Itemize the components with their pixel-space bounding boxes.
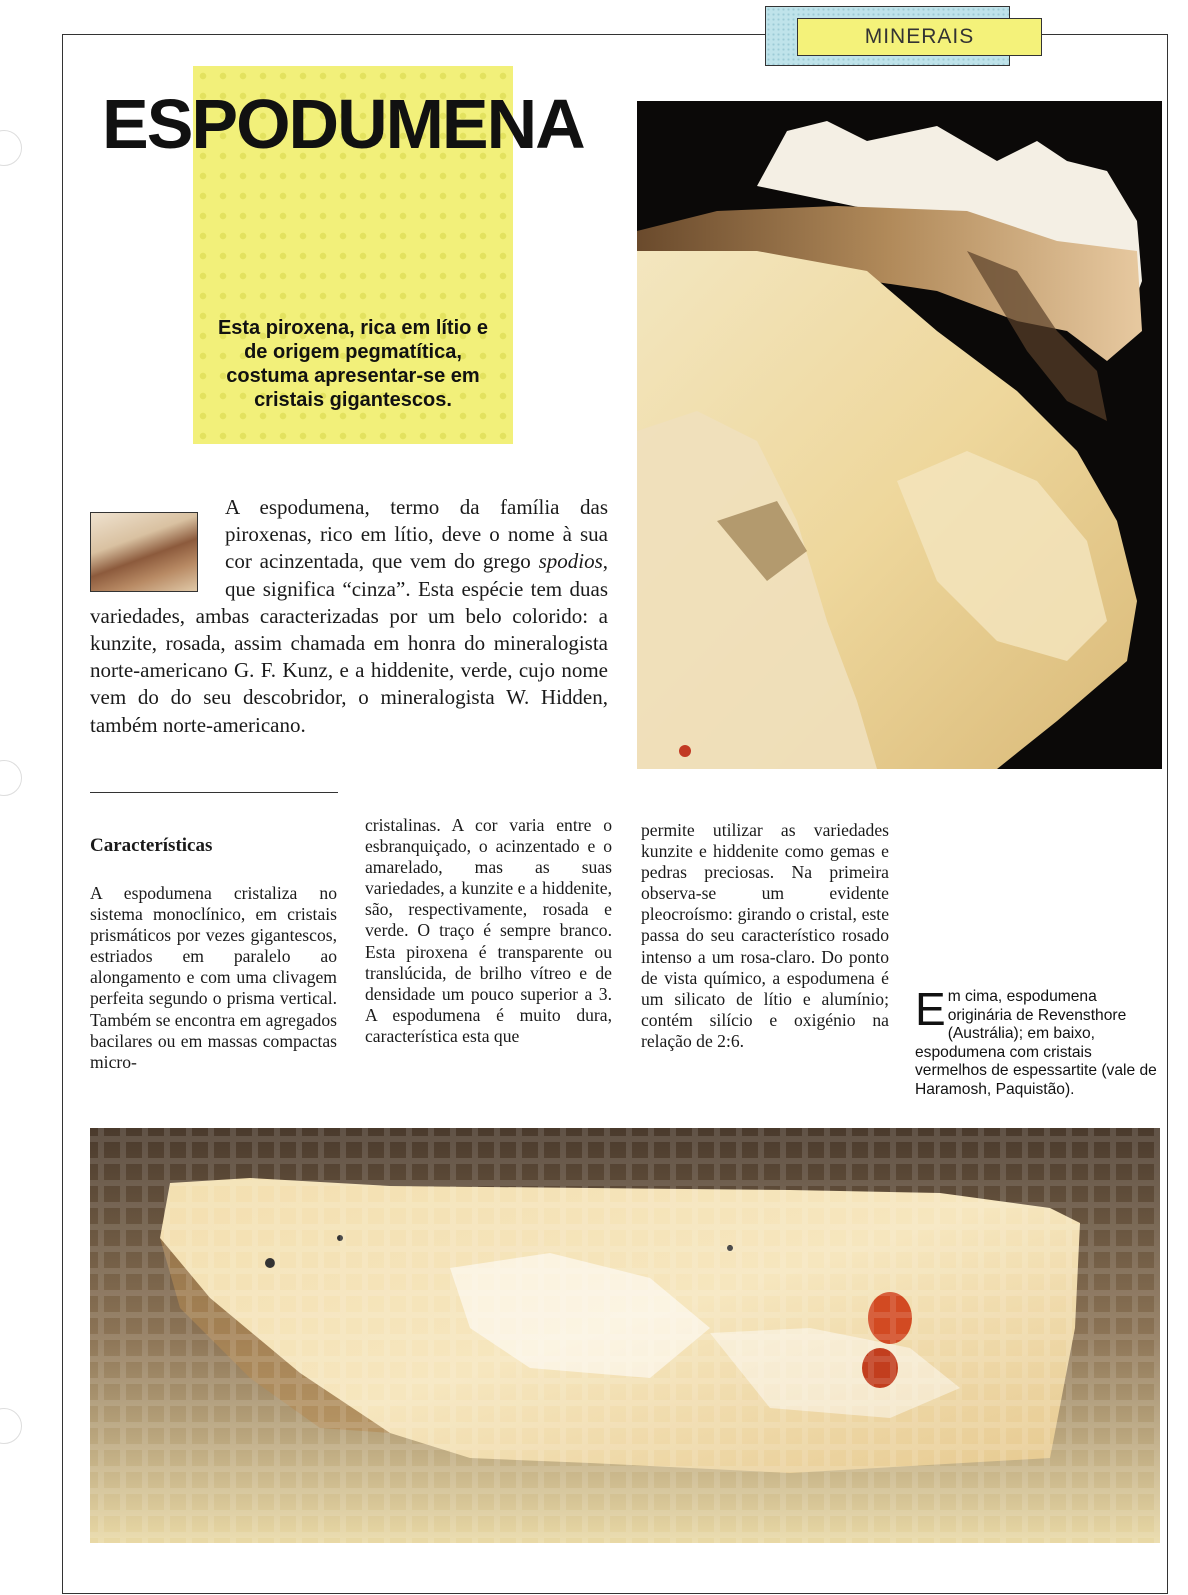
intro-paragraph	[90, 494, 608, 739]
punch-hole	[0, 1408, 22, 1444]
lead-paragraph: Esta piroxena, rica em lítio e de origem pegmatítica, costuma apresentar-se em cristais gigantescos.	[217, 317, 489, 411]
photo-spodumene-bottom	[90, 1128, 1160, 1543]
thumbnail-indent	[90, 494, 225, 599]
section-label: MINERAIS	[797, 18, 1042, 56]
characteristics-heading: Características	[90, 835, 213, 856]
article-title: ESPODUMENA	[102, 85, 584, 163]
section-divider	[90, 792, 338, 793]
punch-hole	[0, 130, 22, 166]
punch-hole	[0, 760, 22, 796]
caption-text: m cima, espodumena originária de Revensthore (Austrália); em baixo, espodumena com cristais vermelhos de espessartite (vale de Haramosh, Paquistão).	[915, 988, 1157, 1098]
characteristics-column-3: permite utilizar as variedades kunzite e hiddenite como gemas e pedras preciosas. Na primeira observa-se um evidente pleocroísmo: girando o cristal, este passa do seu característico rosado intenso a um rosa-claro. Do ponto de vista químico, a espodumena é um silicato de lítio e alumínio; contém silício e oxigénio na relação de 2:6.	[641, 820, 889, 1051]
characteristics-column-1: A espodumena cristaliza no sistema monoclínico, em cristais prismáticos por vezes gigantescos, estriados em paralelo ao alongamento e com uma clivagem perfeita segundo o prisma vertical. Também se encontra em agregados bacilares ou em massas compactas micro-	[90, 883, 337, 1072]
intro-term: spodios	[538, 549, 603, 574]
caption-dropcap: E	[915, 983, 946, 1035]
mineral-photo-illustration	[637, 101, 1162, 769]
photo-caption	[915, 983, 1160, 1100]
mineral-photo-illustration-bottom	[90, 1128, 1160, 1543]
photo-spodumene-top	[637, 101, 1162, 769]
intro-text-start: A espodumena, termo da família das piroxenas, rico em lítio, deve o nome à sua cor acinzentada, que vem do grego	[225, 495, 608, 574]
intro-text-end: , que significa “cinza”. Esta espécie tem duas variedades, ambas caracterizadas por um belo colorido: a kunzite, rosada, assim chamada em honra do mineralogista norte-americano G. F. Kunz, e a hiddenite, verde, cujo nome vem do do seu descobridor, o mineralogista W. Hidden, também norte-americano.	[90, 549, 608, 737]
characteristics-column-2: cristalinas. A cor varia entre o esbranquiçado, o acinzentado e o amarelado, mas as suas variedades, a kunzite e a hiddenite, são, respectivamente, rosada e verde. O traço é sempre branco. Esta piroxena é transparente ou translúcida, de brilho vítreo e de densidade um pouco superior a 3. A espodumena é muito dura, característica esta que	[365, 815, 612, 1046]
